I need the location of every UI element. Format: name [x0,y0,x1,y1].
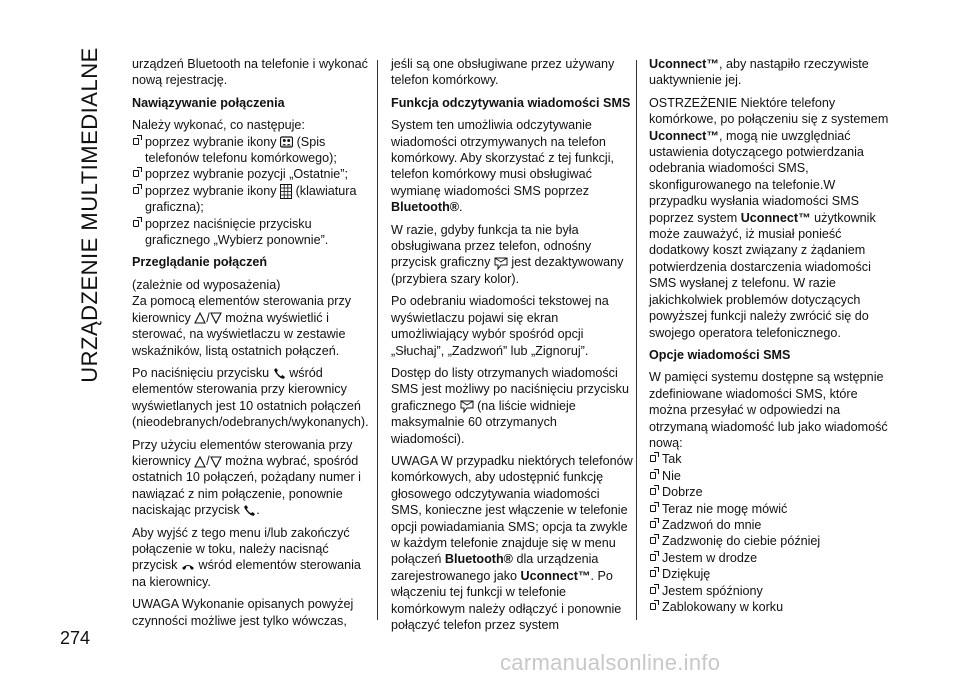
list-item: Nie [649,468,891,484]
list-item: Tak [649,451,891,467]
paragraph: Po odebraniu wiadomości tekstowej na wyświetlaczu pojawi się ekran umożliwiający wybór spośród opcji „Słuchaj”, „Zadzwoń” lub „Zignoruj”. [391,294,609,358]
paragraph: UWAGA Wykonanie opisanych powyżej czynności możliwe jest tylko wówczas, [132,597,354,628]
paragraph: Należy wykonać, co następuje: [132,118,305,133]
paragraph: OSTRZEŻENIE Niektóre telefony komórkowe, po połączeniu się z systemem Uconnect™, mogą nie uwzględniać ustawienia dotyczącego potwierdzania odebrania wiadomości SMS, skonfigurowanego na telefonie.W przypadku wysłania wiadomości SMS poprzez system Uconnect™ użytkownik może zauważyć, iż musiał ponieść dodatkowy koszt związany z żądaniem potwierdzenia dostarczenia wiadomości SMS wysłanej z telefonu. W razie jakichkolwiek problemów dotyczących powyższej funkcji należy zwrócić się do swojego operatora telefonicznego. [649,95,889,340]
arrow-down-icon [210,312,222,324]
contacts-icon [280,136,293,148]
list-item: Jestem w drodze [649,550,891,566]
page-number: 274 [60,628,91,648]
column-2 [391,56,633,639]
paragraph: (zależnie od wyposażenia) [132,277,281,292]
list-item: poprzez naciśnięcie przycisku graficznego „Wybierz ponownie”. [132,216,374,249]
paragraph: System ten umożliwia odczytywanie wiadomości otrzymywanych na telefon komórkowy. Aby skorzystać z tej funkcji, telefon komórkowy musi obsługiwać wymianę wiadomości SMS poprzez Bluetooth®. [391,118,615,215]
column-1 [132,56,374,635]
paragraph: Dostęp do listy otrzymanych wiadomości SMS jest możliwy po naciśnięciu przycisku graficznego (na liście widnieje maksymalnie 60 otrzymanych wiadomości). [391,365,629,446]
list-item: Dziękuję [649,566,891,582]
paragraph: Uconnect™, aby nastąpiło rzeczywiste uaktywnienie jej. [649,57,869,88]
paragraph: Przy użyciu elementów sterowania przy kierownicy / można wybrać, spośród ostatnich 10 połączeń, pożądany numer i nawiązać z nim połączenie, ponownie naciskając przycisk . [132,437,361,518]
phone-icon [243,504,256,517]
list-item: Dobrze [649,484,891,500]
list-item: Jestem spóźniony [649,583,891,599]
keypad-icon [280,184,292,199]
paragraph: urządzeń Bluetooth na telefonie i wykonać nową rejestrację. [132,57,368,88]
arrow-down-icon [210,456,222,468]
paragraph: Za pomocą elementów sterowania przy kierownicy / można wyświetlić i sterować, na wyświetlaczu w zestawie wskaźników, listą ostatnich połączeń. [132,294,352,358]
paragraph: Po naciśnięciu przycisku wśród elementów sterowania przy kierownicy wyświetlanych jest 10 ostatnich połączeń (nieodebranych/odebranych/wykonanych). [132,365,369,430]
list-item: poprzez wybranie ikony (klawiatura graficzna); [132,183,374,216]
paragraph: W pamięci systemu dostępne są wstępnie zdefiniowane wiadomości SMS, które można przesyłać w odpowiedzi na otrzymaną wiadomość lub jako wiadomość nową: [649,370,888,450]
watermark: carmanualsonline.info [500,650,721,675]
heading-sms: Funkcja odczytywania wiadomości SMS [391,95,631,110]
heading-calls: Nawiązywanie połączenia [132,95,285,110]
sms-icon [460,400,474,413]
list-item: poprzez wybranie ikony (Spis telefonów telefonu komórkowego); [132,134,374,167]
column-divider [377,60,378,620]
paragraph: W razie, gdyby funkcja ta nie była obsługiwana przez telefon, odnośny przycisk graficzny jest dezaktywowany (przybiera szary kolor). [391,222,624,286]
list-item: Zadzwonię do ciebie później [649,533,891,549]
arrow-up-icon [194,312,206,324]
heading-sms-options: Opcje wiadomości SMS [649,347,791,362]
arrow-up-icon [194,456,206,468]
sms-options-list [649,451,891,615]
section-side-title: URZĄDZENIE MULTIMEDIALNE [77,47,102,383]
paragraph: Aby wyjść z tego menu i/lub zakończyć połączenie w toku, należy nacisnąć przycisk wśród elementów sterowania na kierownicy. [132,525,361,589]
paragraph: UWAGA W przypadku niektórych telefonów komórkowych, aby udostępnić funkcję głosowego odczytywania wiadomości SMS, konieczne jest włączenie w telefonie opcji powiadamiania SMS; opcja ta zwykle w każdym telefonie znajduje się w menu połączeń Bluetooth® dla urządzenia zarejestrowanego jako Uconnect™. Po włączeniu tej funkcji w telefonie komórkowym należy odłączyć i ponownie połączyć telefon przez system [391,453,633,632]
sms-icon [494,257,508,270]
hang-up-icon [181,562,195,571]
column-divider [636,60,637,620]
list-item: Zadzwoń do mnie [649,517,891,533]
list-item: poprzez wybranie pozycji „Ostatnie”; [132,166,374,182]
heading-browse: Przeglądanie połączeń [132,255,268,270]
list-item: Zablokowany w korku [649,599,891,615]
list-item: Teraz nie mogę mówić [649,501,891,517]
phone-icon [273,367,286,380]
paragraph: jeśli są one obsługiwane przez używany telefon komórkowy. [391,57,615,88]
column-3 [649,56,891,615]
